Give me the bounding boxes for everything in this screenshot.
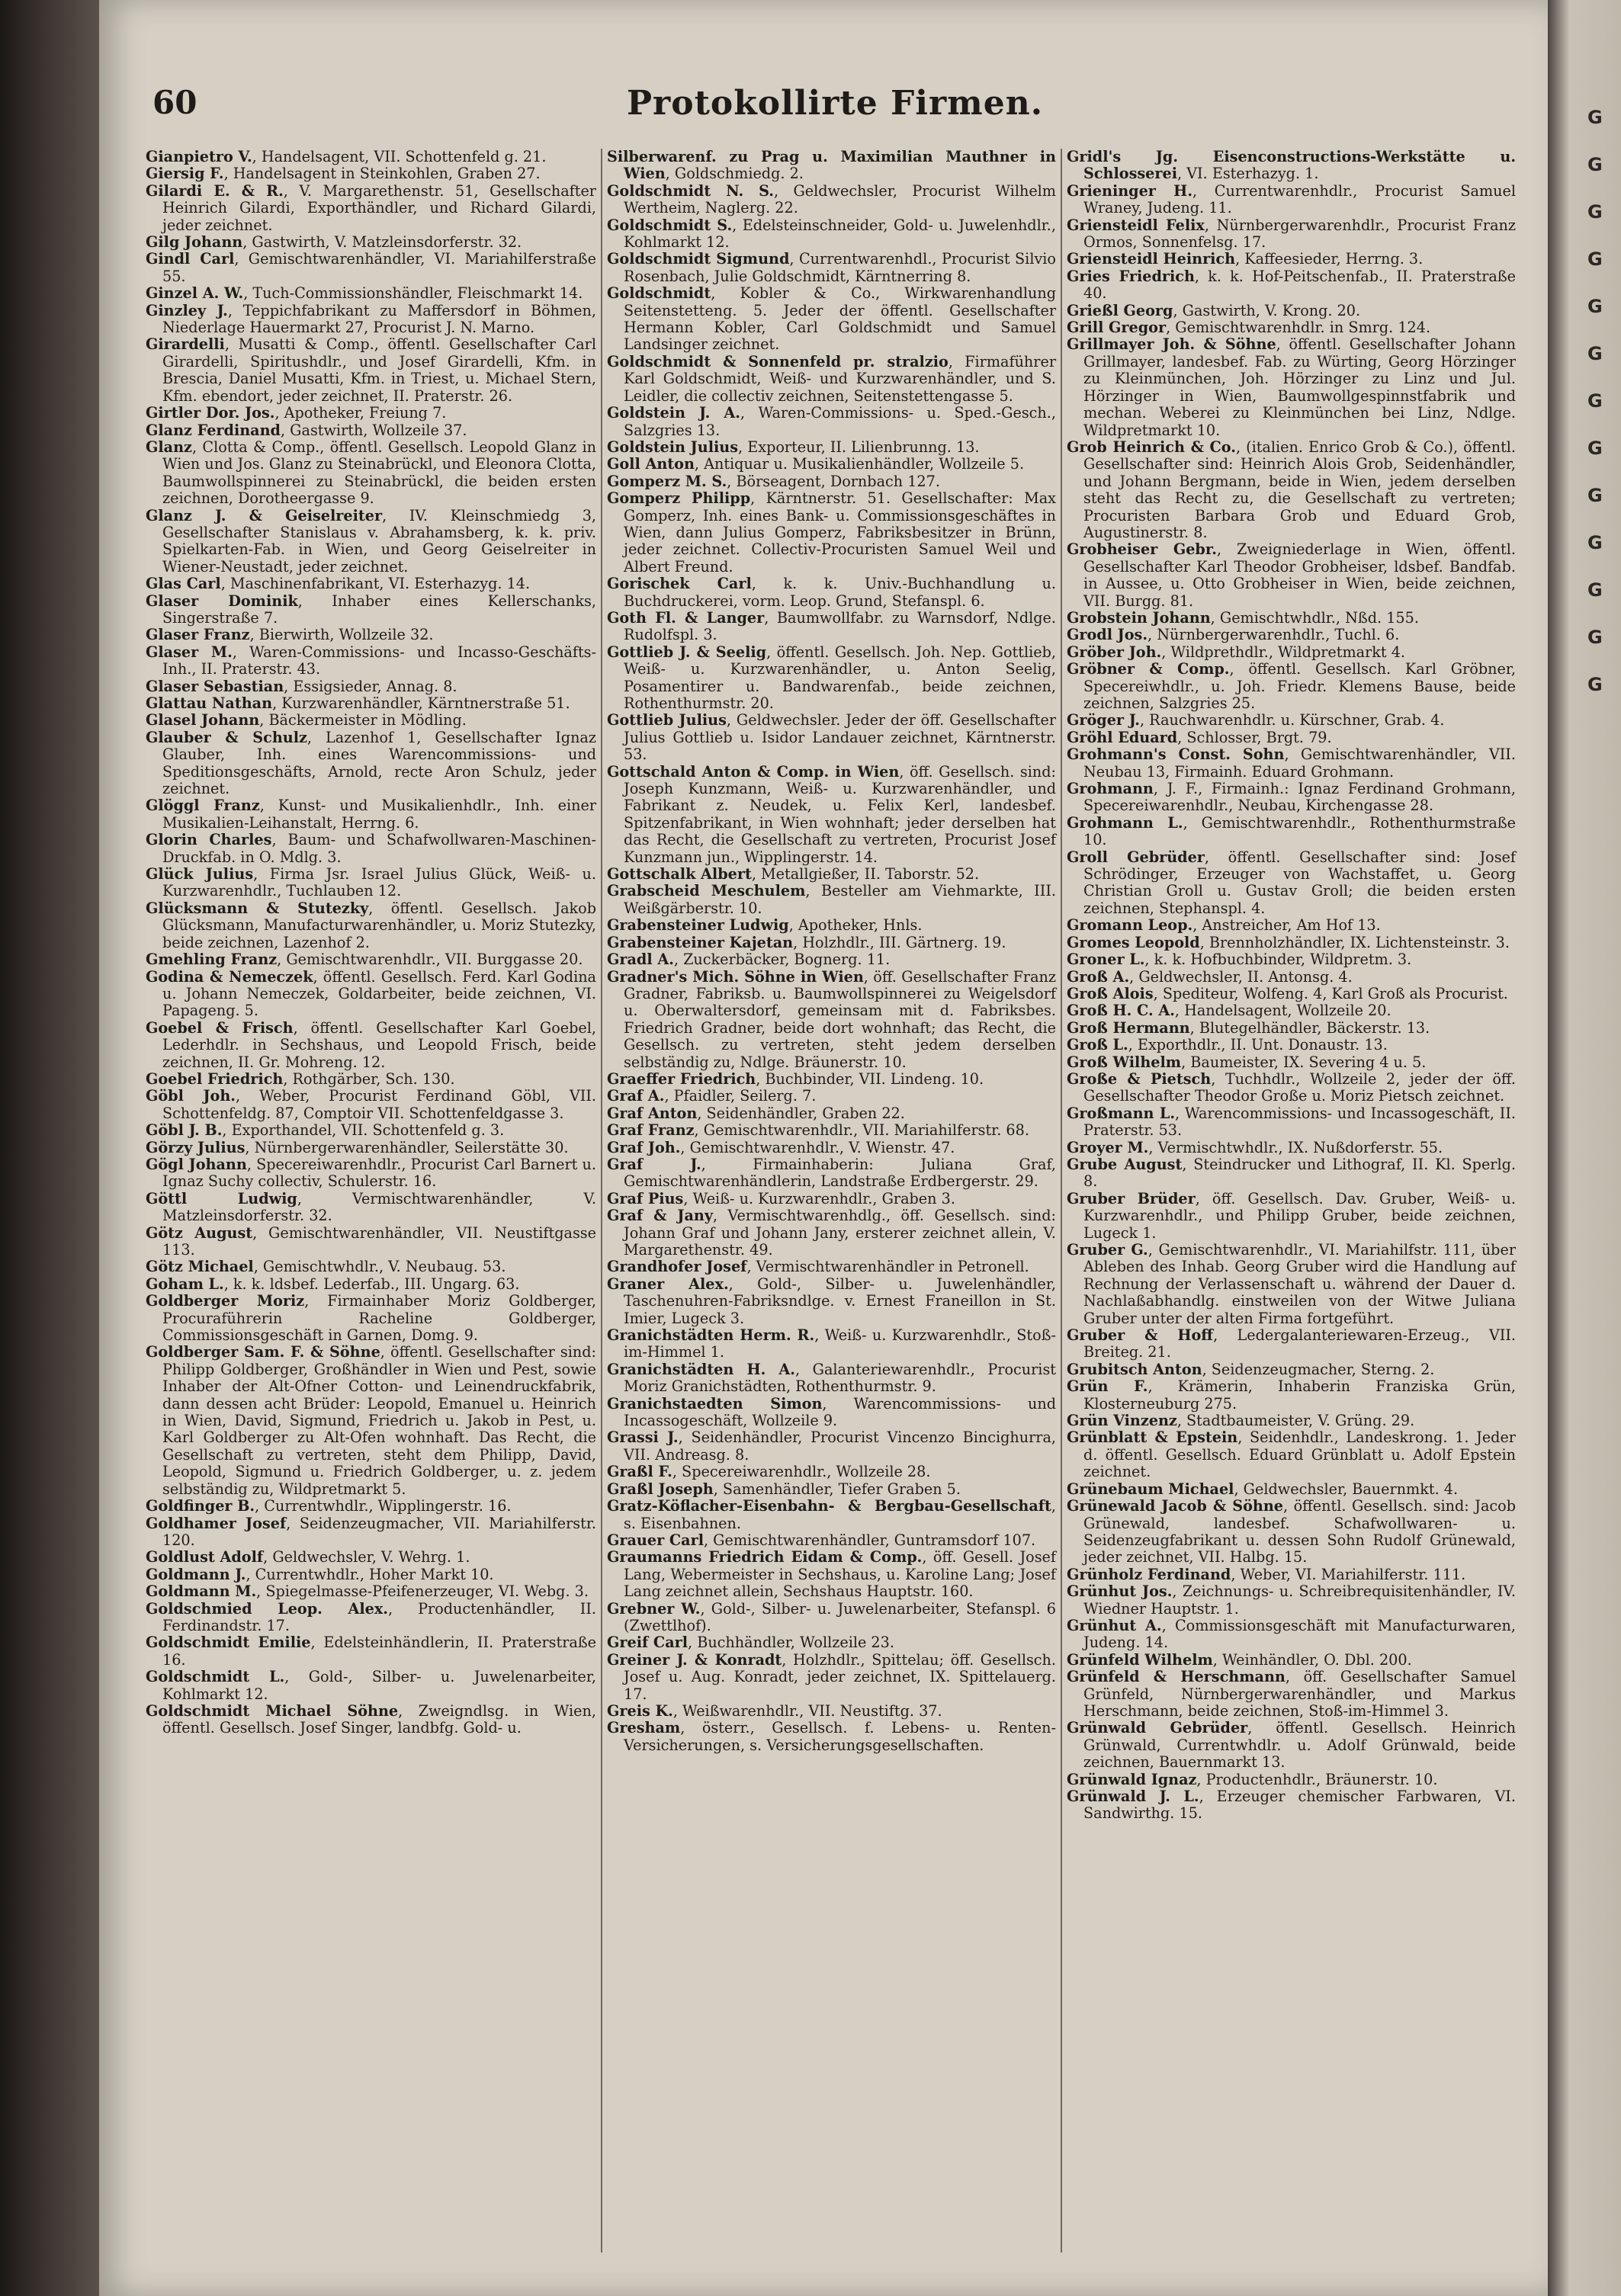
directory-entry: Groll Gebrüder, öffentl. Gesellschafter sind: Josef Schrödinger, Erzeuger von Wachstaffet, u. Georg Christian Groll u. Gustav Groll; die beiden ersten zeichnen, Stephanspl. 4. [1067,848,1516,917]
directory-entry: Gromann Leop., Anstreicher, Am Hof 13. [1067,916,1381,935]
directory-entry: Graumanns Friedrich Eidam & Comp., öff. Gesell. Josef Lang, Webermeister in Sechshaus, u. Karoline Lang; Josef Lang zeichnet allein, Sechshaus Hauptstr. 160. [607,1548,1056,1601]
directory-entry: Goll Anton, Antiquar u. Musikalienhändler, Wollzeile 5. [607,455,1025,473]
directory-entry: Glöggl Franz, Kunst- und Musikalienhdlr., Inh. einer Musikalien-Leihanstalt, Herrng. 6. [146,797,597,832]
directory-entry: Gruber & Hoff, Ledergalanteriewaren-Erzeug., VII. Breiteg. 21. [1067,1326,1516,1361]
directory-entry: Groß A., Geldwechsler, II. Antonsg. 4. [1067,967,1353,986]
edge-letter: G [1587,249,1603,270]
directory-entry: Gries Friedrich, k. k. Hof-Peitschenfab., II. Praterstraße 40. [1067,267,1516,303]
directory-entry: Grill Gregor, Gemischtwarenhdlr. in Smrg. 124. [1067,319,1431,337]
directory-entry: Grünwald Ignaz, Productenhdlr., Bräunerstr. 10. [1067,1770,1438,1788]
directory-entry: Goldschmidt N. S., Geldwechsler, Procurist Wilhelm Wertheim, Naglerg. 22. [607,181,1056,217]
directory-entry: Goldschmidt & Sonnenfeld pr. stralzio, Firmaführer Karl Goldschmidt, Weiß- und Kurzwarenhändler, und S. Leidler, die collectiv zeichnen, Seitenstettengasse 5. [607,352,1056,405]
next-page-edge [1548,0,1621,2296]
directory-entry: Grünblatt & Epstein, Seidenhdlr., Landeskrong. 1. Jeder d. öffentl. Gesellsch. Eduard Grünblatt u. Adolf Epstein zeichnet. [1067,1429,1516,1481]
directory-entry: Gratz-Köflacher-Eisenbahn- & Bergbau-Gesellschaft, s. Eisenbahnen. [607,1497,1056,1532]
directory-entry: Glas Carl, Maschinenfabrikant, VI. Esterhazyg. 14. [146,575,531,593]
column-middle [601,149,1061,2253]
directory-entry: Ginzel A. W., Tuch-Commissionshändler, Fleischmarkt 14. [146,284,583,303]
directory-entry: Glorin Charles, Baum- und Schafwollwaren-Maschinen-Druckfab. in O. Mdlg. 3. [146,831,596,866]
directory-entry: Glaser Dominik, Inhaber eines Kellerschanks, Singerstraße 7. [146,592,596,627]
page-header [152,84,1517,130]
directory-entry: Glattau Nathan, Kurzwarenhändler, Kärntnerstraße 51. [146,694,570,712]
directory-entry: Gögl Johann, Specereiwarenhdlr., Procurist Carl Barnert u. Ignaz Suchy collectiv, Schulerstr. 16. [146,1155,596,1191]
directory-entry: Goebel & Frisch, öffentl. Gesellschafter Karl Goebel, Lederhdlr. in Sechshaus, und Leopold Frisch, beide zeichnen, II. Gr. Mohreng. 12. [146,1018,597,1071]
directory-entry: Glück Julius, Firma Jsr. Israel Julius Glück, Weiß- u. Kurzwarenhdlr., Tuchlauben 12. [146,865,596,900]
directory-columns [141,149,1521,2253]
directory-entry: Grauer Carl, Gemischtwarenhändler, Guntramsdorf 107. [607,1531,1036,1549]
directory-entry: Grodl Jos., Nürnbergerwarenhdlr., Tuchl. 6. [1067,626,1400,644]
directory-entry: Greiner J. & Konradt, Holzhdlr., Spittelau; öff. Gesellsch. Josef u. Aug. Konradt, jeder zeichnet, IX. Spittelauerg. 17. [607,1650,1057,1703]
directory-entry: Gottlieb J. & Seelig, öffentl. Gesellsch. Joh. Nep. Gottlieb, Weiß- u. Kurzwarenhändler, u. Anton Seelig, Posamentirer u. Bandwarenfab., beide zeichnen, Rothenthurmstr. 20. [607,643,1056,712]
directory-entry: Goldschmidt, Kobler & Co., Wirkwarenhandlung Seitenstetteng. 5. Jeder der öffentl. Gesellschafter Hermann Kobler, Carl Goldschmidt und Samuel Landsinger zeichnet. [607,284,1056,354]
directory-entry: Graßl F., Specereiwarenhdlr., Wollzeile 28. [607,1463,931,1481]
directory-entry: Grünhut Jos., Zeichnungs- u. Schreibrequisitenhändler, IV. Wiedner Hauptstr. 1. [1067,1583,1516,1618]
directory-entry: Göbl Joh., Weber, Procurist Ferdinand Göbl, VII. Schottenfeldg. 87, Comptoir VII. Schottenfeldgasse 3. [146,1087,596,1122]
directory-entry: Gottschald Anton & Comp. in Wien, öff. Gesellsch. sind: Joseph Kunzmann, Weiß- u. Kurzwarenhändler, und Fabrikant z. Neudek, u. Felix Kerl, landesbef. Spitzenfabrikant, in Wien wohnhaft; jeder derselben hat das Recht, die Gesellschaft zu vertreten, Procurist Josef Kunzmann jun., Wipplingerstr. 14. [607,762,1056,866]
directory-entry: Granichstädten Herm. R., Weiß- u. Kurzwarenhdlr., Stoß-im-Himmel 1. [607,1326,1056,1361]
directory-entry: Goldberger Moriz, Firmainhaber Moriz Goldberger, Procuraführerin Racheline Goldberger, Commissionsgeschäft in Garnen, Domg. 9. [146,1292,596,1345]
directory-entry: Glauber & Schulz, Lazenhof 1, Gesellschafter Ignaz Glauber, Inh. eines Warencommissions- und Speditionsgeschäfts, Arnold, recte Aron Schulz, jeder zeichnet. [146,728,596,798]
directory-entry: Glaser M., Waren-Commissions- und Incasso-Geschäfts-Inh., II. Praterstr. 43. [146,643,597,678]
directory-entry: Grube August, Steindrucker und Lithograf, II. Kl. Sperlg. 8. [1067,1155,1516,1191]
directory-entry: Goldstein J. A., Waren-Commissions- u. Sped.-Gesch., Salzgries 13. [607,404,1056,439]
book-binding [0,0,99,2296]
directory-entry: Glaser Franz, Bierwirth, Wollzeile 32. [146,626,434,644]
directory-entry: Grießl Georg, Gastwirth, V. Krong. 20. [1067,301,1361,319]
directory-entry: Groß L., Exporthdlr., II. Unt. Donaustr. 13. [1067,1036,1388,1054]
edge-letter: G [1587,485,1603,506]
directory-entry: Gröber Joh., Wildprethdlr., Wildpretmarkt 4. [1067,643,1406,661]
edge-letter: G [1587,343,1603,364]
directory-entry: Giersig F., Handelsagent in Steinkohlen, Graben 27. [146,165,541,183]
directory-entry: Grubitsch Anton, Seidenzeugmacher, Sterng. 2. [1067,1360,1435,1378]
directory-entry: Gradl A., Zuckerbäcker, Bognerg. 11. [607,951,891,969]
directory-entry: Gresham, österr., Gesellsch. f. Lebens- u. Renten-Versicherungen, s. Versicherungsgesellschaften. [607,1719,1056,1754]
directory-entry: Glanz, Clotta & Comp., öffentl. Gesellsch. Leopold Glanz in Wien und Jos. Glanz zu Steinabrückl, und Eleonora Clotta, Baumwollspinnerei zu Steinabrückl, die beiden ersten zeichnen, Dorotheergasse 9. [146,438,596,508]
directory-entry: Graner Alex., Gold-, Silber- u. Juwelenhändler, Taschenuhren-Fabriksndlge. v. Ernest Franeillon in St. Imier, Lugeck 3. [607,1275,1056,1327]
directory-entry: Goldstein Julius, Exporteur, II. Lilienbrunng. 13. [607,438,980,456]
directory-entry: Godina & Nemeczek, öffentl. Gesellsch. Ferd. Karl Godina u. Johann Nemeczek, Goldarbeiter, beide zeichnen, VI. Papageng. 5. [146,967,596,1020]
directory-entry: Graeffer Friedrich, Buchbinder, VII. Lindeng. 10. [607,1069,984,1088]
directory-entry: Görzy Julius, Nürnbergerwarenhändler, Seilerstätte 30. [146,1138,569,1156]
directory-entry: Grandhofer Josef, Vermischtwarenhändler in Petronell. [607,1258,1029,1276]
directory-entry: Götz Michael, Gemischtwhdlr., V. Neubaug. 53. [146,1258,506,1276]
edge-letter: G [1587,296,1603,317]
directory-entry: Graf Franz, Gemischtwarenhdlr., VII. Mariahilferstr. 68. [607,1121,1029,1140]
directory-entry: Götz August, Gemischtwarenhändler, VII. Neustiftgasse 113. [146,1223,596,1259]
directory-entry: Girtler Dor. Jos., Apotheker, Freiung 7. [146,404,447,422]
directory-entry: Groner L., k. k. Hofbuchbinder, Wildpretm. 3. [1067,951,1412,969]
directory-entry: Gromes Leopold, Brennholzhändler, IX. Lichtensteinstr. 3. [1067,933,1510,951]
directory-entry: Goham L., k. k. ldsbef. Lederfab., III. Ungarg. 63. [146,1275,520,1293]
directory-entry: Goldlust Adolf, Geldwechsler, V. Wehrg. 1. [146,1548,470,1566]
directory-entry: Graf Joh., Gemischtwarenhdlr., V. Wienstr. 47. [607,1138,955,1156]
directory-entry: Grünebaum Michael, Geldwechsler, Bauernmkt. 4. [1067,1480,1459,1498]
directory-entry: Gridl's Jg. Eisenconstructions-Werkstätte u. Schlosserei, VI. Esterhazyg. 1. [1067,149,1516,183]
directory-entry: Silberwarenf. zu Prag u. Maximilian Mauthner in Wien, Goldschmiedg. 2. [607,149,1056,183]
directory-entry: Granichstaedten Simon, Warencommissions- und Incassogeschäft, Wollzeile 9. [607,1394,1056,1430]
directory-entry: Goldfinger B., Currentwhdlr., Wipplingerstr. 16. [146,1497,512,1515]
directory-entry: Grobheiser Gebr., Zweigniederlage in Wien, öffentl. Gesellschafter Karl Theodor Grobheiser, ldsbef. Bandfab. in Aussee, u. Otto Grobheiser in Wien, beide zeichnen, VII. Burgg. 81. [1067,540,1516,610]
directory-entry: Gilardi E. & R., V. Margarethenstr. 51, Gesellschafter Heinrich Gilardi, Exporthändler, und Richard Gilardi, jeder zeichnet. [146,181,596,234]
directory-entry: Graf Anton, Seidenhändler, Graben 22. [607,1104,905,1122]
directory-entry: Glasel Johann, Bäckermeister in Mödling. [146,711,467,730]
directory-entry: Gmehling Franz, Gemischtwarenhdlr., VII. Burggasse 20. [146,951,583,969]
edge-letter: G [1587,579,1603,601]
directory-entry: Groß H. C. A., Handelsagent, Wollzeile 20. [1067,1002,1391,1020]
directory-entry: Grabensteiner Kajetan, Holzhdlr., III. Gärtnerg. 19. [607,933,1006,951]
column-left [141,149,601,2253]
directory-entry: Goldschmidt S., Edelsteinschneider, Gold- u. Juwelenhdlr., Kohlmarkt 12. [607,216,1056,252]
directory-entry: Grünhut A., Commissionsgeschäft mit Manufacturwaren, Judeng. 14. [1067,1616,1516,1652]
directory-entry: Grabensteiner Ludwig, Apotheker, Hnls. [607,916,923,935]
directory-entry: Gianpietro V., Handelsagent, VII. Schottenfeld g. 21. [146,149,547,165]
directory-entry: Grob Heinrich & Co., (italien. Enrico Grob & Co.), öffentl. Gesellschafter sind: Heinrich Alois Grob, Seidenhändler, und Johann Bergmann, beide in Wien, jedem derselben steht das Recht zu, die Gesellschaft zu vertreten; Procuristen Barbara Grob und Eduard Grob, Augustinerstr. 8. [1067,438,1517,541]
directory-entry: Große & Pietsch, Tuchhdlr., Wollzeile 2, jeder der öff. Gesellschafter Theodor Große u. Moriz Pietsch zeichnet. [1067,1069,1516,1105]
directory-entry: Girardelli, Musatti & Comp., öffentl. Gesellschafter Carl Girardelli, Spiritushdlr., und Josef Girardelli, Kfm. in Brescia, Daniel Musatti, Kfm. in Triest, u. Michael Stern, Kfm. ebendort, jeder zeichnet, II. Praterstr. 26. [146,335,596,405]
directory-entry: Grün F., Krämerin, Inhaberin Franziska Grün, Klosterneuburg 275. [1067,1377,1516,1413]
directory-entry: Graf A., Pfaidler, Seilerg. 7. [607,1087,817,1105]
directory-entry: Goldschmied Leop. Alex., Productenhändler, II. Ferdinandstr. 17. [146,1599,596,1634]
directory-entry: Greif Carl, Buchhändler, Wollzeile 23. [607,1634,894,1652]
directory-entry: Gröbner & Comp., öffentl. Gesellsch. Karl Gröbner, Specereiwhdlr., u. Joh. Friedr. Klemens Bause, beide zeichnen, Salzgries 25. [1067,660,1516,712]
directory-entry: Ginzley J., Teppichfabrikant zu Maffersdorf in Böhmen, Niederlage Hauermarkt 27, Procurist J. N. Marno. [146,301,596,337]
directory-entry: Gilg Johann, Gastwirth, V. Matzleinsdorferstr. 32. [146,233,522,252]
directory-entry: Grohmann's Const. Sohn, Gemischtwarenhändler, VII. Neubau 13, Firmainh. Eduard Grohmann. [1067,746,1516,781]
directory-entry: Glaser Sebastian, Essigsieder, Annag. 8. [146,677,457,695]
directory-entry: Grabscheid Meschulem, Besteller am Viehmarkte, III. Weißgärberstr. 10. [607,882,1056,917]
directory-entry: Graßl Joseph, Samenhändler, Tiefer Graben 5. [607,1480,961,1498]
edge-letter: G [1587,390,1603,412]
book-page [99,0,1548,2296]
directory-entry: Grieninger H., Currentwarenhdlr., Procurist Samuel Wraney, Judeng. 11. [1067,181,1516,217]
directory-entry: Göbl J. B., Exporthandel, VII. Schottenfeld g. 3. [146,1121,505,1140]
directory-entry: Gorischek Carl, k. k. Univ.-Buchhandlung u. Buchdruckerei, vorm. Leop. Grund, Stefanspl. 6. [607,575,1056,610]
directory-entry: Graf & Jany, Vermischtwarenhdlg., öff. Gesellsch. sind: Johann Graf und Johann Jany, ersterer zeichnet allein, V. Margarethenstr. 49. [607,1207,1056,1259]
edge-letter: G [1587,438,1603,459]
directory-entry: Gomperz M. S., Börseagent, Dornbach 127. [607,472,940,490]
edge-letter: G [1587,154,1603,175]
edge-letter: G [1587,532,1603,553]
directory-entry: Goldmann M., Spiegelmasse-Pfeifenerzeuger, VI. Webg. 3. [146,1583,589,1601]
directory-entry: Glanz Ferdinand, Gastwirth, Wollzeile 37. [146,421,467,439]
directory-entry: Groß Wilhelm, Baumeister, IX. Severing 4 u. 5. [1067,1053,1427,1071]
directory-entry: Gruber G., Gemischtwarenhdlr., VI. Mariahilfstr. 111, über Ableben des Inhab. Georg Gruber wird die Handlung auf Rechnung der Verlassenschaft u. während der Dauer d. Nachlaßabhandlg. einstweilen von der Witwe Juliana Gruber unter der alten Firma fortgeführt. [1067,1241,1516,1327]
directory-entry: Grünfeld Wilhelm, Weinhändler, O. Dbl. 200. [1067,1650,1412,1669]
directory-entry: Göttl Ludwig, Vermischtwarenhändler, V. Matzleinsdorferstr. 32. [146,1189,596,1225]
directory-entry: Gröhl Eduard, Schlosser, Brgt. 79. [1067,728,1332,746]
directory-entry: Grünewald Jacob & Söhne, öffentl. Gesellsch. sind: Jacob Grünewald, landesbef. Schafwollwaren- u. Seidenzeugfabrikant u. dessen Sohn Rudolf Grünewald, jeder zeichnet, VII. Halbg. 15. [1067,1497,1516,1566]
directory-entry: Grassi J., Seidenhändler, Procurist Vincenzo Bincighurra, VII. Andreasg. 8. [607,1429,1056,1464]
directory-entry: Goldschmidt Michael Söhne, Zweigndlsg. in Wien, öffentl. Gesellsch. Josef Singer, landbfg. Gold- u. [146,1701,596,1737]
directory-entry: Groß Alois, Spediteur, Wolfeng. 4, Karl Groß als Procurist. [1067,984,1508,1002]
edge-letter: G [1587,107,1603,128]
directory-entry: Goldschmidt Sigmund, Currentwarenhdl., Procurist Silvio Rosenbach, Julie Goldschmidt, Kärntnerring 8. [607,250,1056,285]
directory-entry: Großmann L., Warencommissions- und Incassogeschäft, II. Praterstr. 53. [1067,1104,1516,1140]
directory-entry: Groyer M., Vermischtwhdlr., IX. Nußdorferstr. 55. [1067,1138,1443,1156]
page-title: Protokollirte Firmen. [626,84,1044,123]
directory-entry: Goth Fl. & Langer, Baumwollfabr. zu Warnsdorf, Ndlge. Rudolfspl. 3. [607,608,1056,644]
directory-entry: Grobstein Johann, Gemischtwhdlr., Nßd. 155. [1067,608,1419,627]
directory-entry: Gindl Carl, Gemischtwarenhändler, VI. Mariahilferstraße 55. [146,250,596,285]
directory-entry: Grillmayer Joh. & Söhne, öffentl. Gesellschafter Johann Grillmayer, landesbef. Fab. zu Würting, Georg Hörzinger zu Kleinmünchen, Joh. Hörzinger zu Linz und Jul. Hörzinger in Wien, Baumwollgespinnstfabrik und mechan. Weberei zu Kleinmünchen bei Linz, Ndlge. Wildpretmarkt 10. [1067,335,1516,439]
directory-entry: Goldmann J., Currentwhdlr., Hoher Markt 10. [146,1565,494,1583]
directory-entry: Grohmann L., Gemischtwarenhdlr., Rothenthurmstraße 10. [1067,813,1517,849]
directory-entry: Gradner's Mich. Söhne in Wien, öff. Gesellschafter Franz Gradner, Fabriksb. u. Baumwollspinnerei zu Weigelsdorf u. Oberwaltersdorf, gemeinsam mit d. Fabriksbes. Friedrich Gradner, beide dort wohnhaft; das Recht, die Gesellsch. zu vertreten, steht jedem derselben selbständig zu, Ndlge. Bräunerstr. 10. [607,967,1056,1071]
column-right [1061,149,1520,2253]
directory-entry: Goebel Friedrich, Rothgärber, Sch. 130. [146,1069,455,1088]
edge-letter: G [1587,674,1603,695]
directory-entry: Goldschmidt Emilie, Edelsteinhändlerin, II. Praterstraße 16. [146,1634,596,1669]
directory-entry: Gruber Brüder, öff. Gesellsch. Dav. Gruber, Weiß- u. Kurzwarenhdlr., und Philipp Gruber, beide zeichnen, Lugeck 1. [1067,1189,1517,1242]
directory-entry: Granichstädten H. A., Galanteriewarenhdlr., Procurist Moriz Granichstädten, Rothenthurmstr. 9. [607,1360,1057,1396]
directory-entry: Grohmann, J. F., Firmainh.: Ignaz Ferdinand Grohmann, Specereiwarenhdlr., Neubau, Kirchengasse 28. [1067,780,1516,815]
directory-entry: Glücksmann & Stutezky, öffentl. Gesellsch. Jakob Glücksmann, Manufacturwarenhändler, u. Moriz Stutezky, beide zeichnen, Lazenhof 2. [146,899,596,951]
directory-entry: Grünfeld & Herschmann, öff. Gesellschafter Samuel Grünfeld, Nürnbergerwarenhändler, und Markus Herschmann, beide zeichnen, Stoß-im-Himmel 3. [1067,1668,1517,1720]
directory-entry: Goldhamer Josef, Seidenzeugmacher, VII. Mariahilferstr. 120. [146,1514,596,1549]
directory-entry: Gottlieb Julius, Geldwechsler. Jeder der öff. Gesellschafter Julius Gottlieb u. Isidor Landauer zeichnet, Kärntnerstr. 53. [607,711,1056,764]
directory-entry: Groß Hermann, Blutegelhändler, Bäckerstr. 13. [1067,1018,1430,1037]
directory-entry: Glanz J. & Geiselreiter, IV. Kleinschmiedg 3, Gesellschafter Stanislaus v. Abrahamsberg, k. k. priv. Spielkarten-Fab. in Wien, und Georg Geiselreiter in Wiener-Neustadt, jeder zeichnet. [146,506,596,576]
directory-entry: Graf J., Firmainhaberin: Juliana Graf, Gemischtwarenhändlerin, Landstraße Erdbergerstr. 29. [607,1155,1056,1191]
directory-entry: Grünwald J. L., Erzeuger chemischer Farbwaren, VI. Sandwirthg. 15. [1067,1788,1516,1823]
directory-entry: Greis K., Weißwarenhdlr., VII. Neustiftg. 37. [607,1701,942,1720]
edge-letter: G [1587,201,1603,223]
directory-entry: Griensteidl Felix, Nürnbergerwarenhdlr., Procurist Franz Ormos, Sonnenfelsg. 17. [1067,216,1516,252]
directory-entry: Gröger J., Rauchwarenhdlr. u. Kürschner, Grab. 4. [1067,711,1445,730]
directory-entry: Grebner W., Gold-, Silber- u. Juwelenarbeiter, Stefanspl. 6 (Zwettlhof). [607,1599,1056,1634]
directory-entry: Grünholz Ferdinand, Weber, VI. Mariahilferstr. 111. [1067,1565,1466,1583]
directory-entry: Goldberger Sam. F. & Söhne, öffentl. Gesellschafter sind: Philipp Goldberger, Großhändler in Wien und Pest, sowie Inhaber der Alt-Ofner Cotton- und Leinendruckfabrik, dann dessen acht Brüder: Leopold, Emanuel u. Heinrich in Wien, David, Sigmund, Friedrich u. Jakob in Pest, u. Karl Goldberger zu Alt-Ofen wohnhaft. Das Recht, die Gesellschaft zu vertreten, steht dem Philipp, David, Leopold, Sigmund u. Friedrich Goldberger, u. z. jedem selbständig zu, Wildpretmarkt 5. [146,1343,596,1498]
page-number: 60 [152,84,197,121]
edge-letter: G [1587,627,1603,648]
directory-entry: Gomperz Philipp, Kärntnerstr. 51. Gesellschafter: Max Gomperz, Inh. eines Bank- u. Commissionsgeschäftes in Wien, dann Julius Gomperz, Fabriksbesitzer in Brünn, jeder zeichnet. Collectiv-Procuristen Samuel Weil und Albert Freund. [607,489,1056,576]
directory-entry: Gottschalk Albert, Metallgießer, II. Taborstr. 52. [607,865,980,883]
directory-entry: Griensteidl Heinrich, Kaffeesieder, Herrng. 3. [1067,250,1424,268]
directory-entry: Graf Pius, Weiß- u. Kurzwarenhdlr., Graben 3. [607,1189,955,1207]
directory-entry: Grün Vinzenz, Stadtbaumeister, V. Grüng. 29. [1067,1412,1415,1430]
directory-entry: Grünwald Gebrüder, öffentl. Gesellsch. Heinrich Grünwald, Currentwhdlr. u. Adolf Grünwald, beide zeichnen, Bauernmarkt 13. [1067,1719,1516,1772]
directory-entry: Goldschmidt L., Gold-, Silber- u. Juwelenarbeiter, Kohlmarkt 12. [146,1668,596,1703]
